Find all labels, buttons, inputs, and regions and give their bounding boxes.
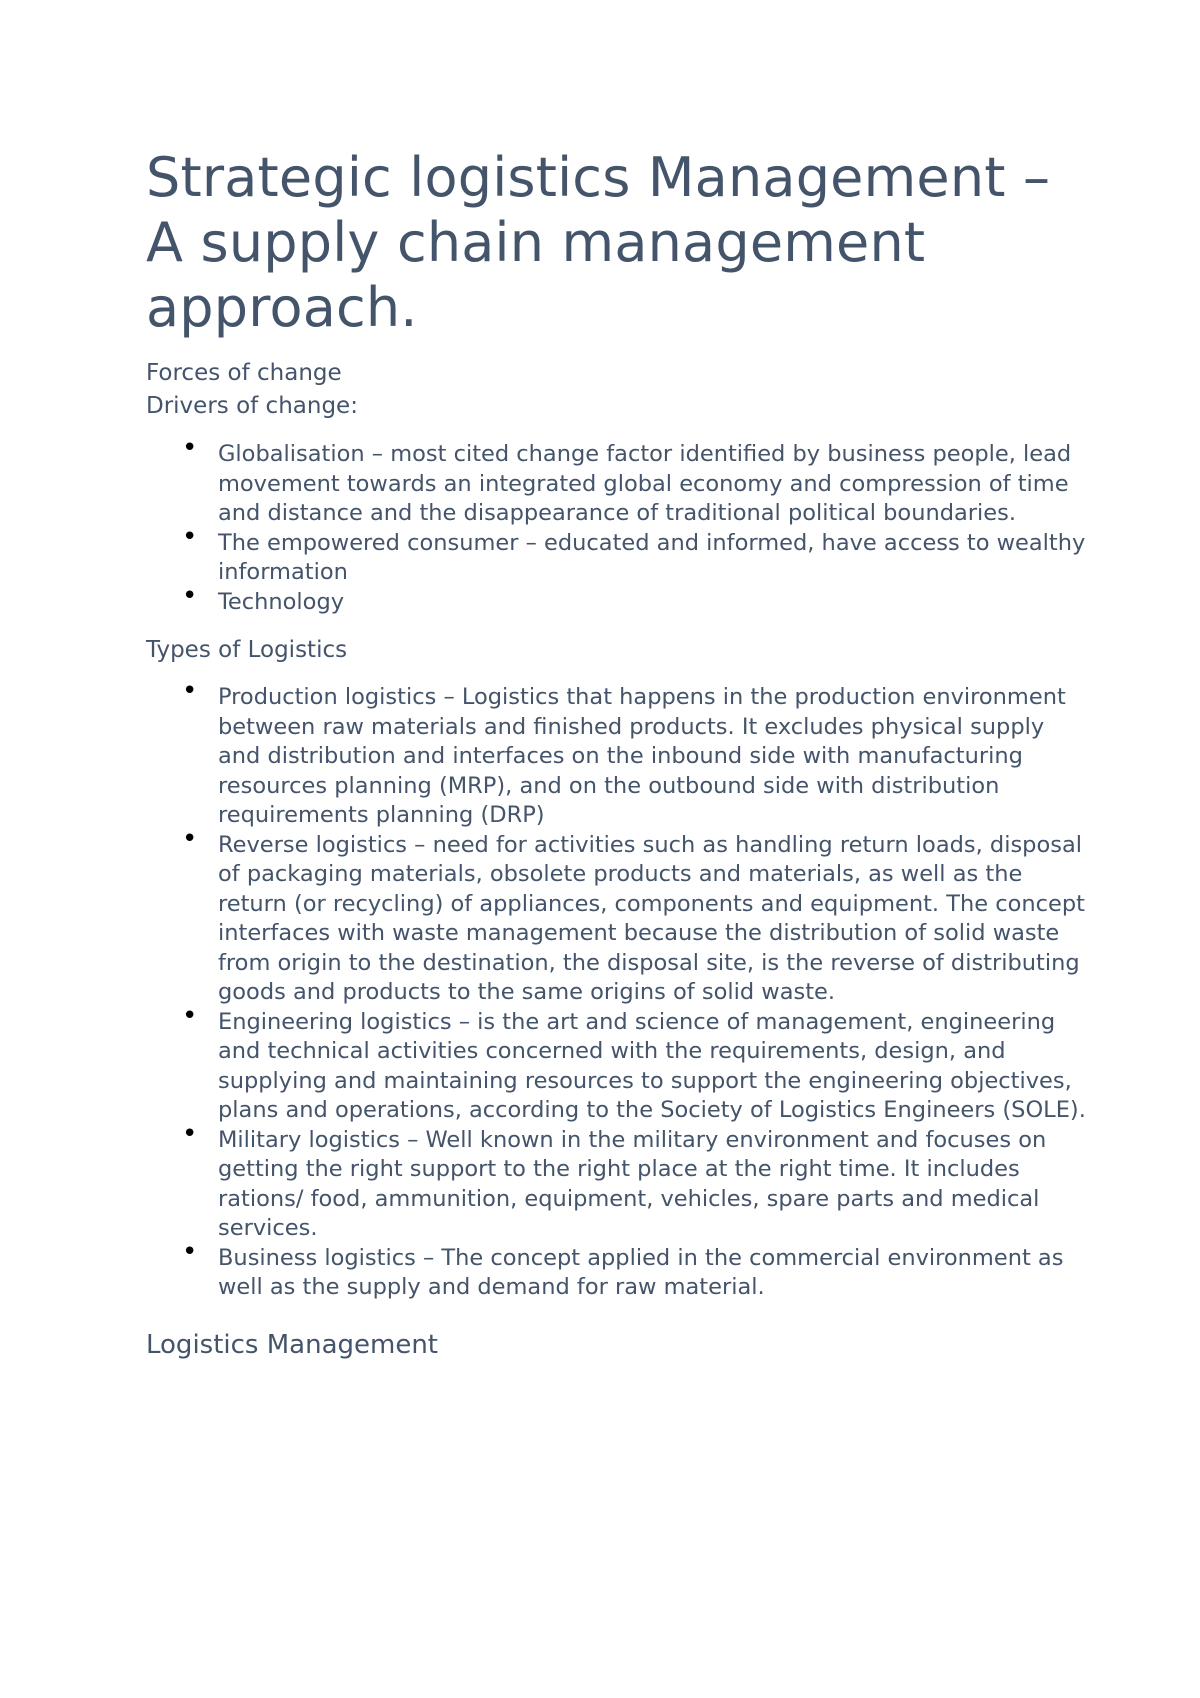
list-item-text: Reverse logistics – need for activities such as handling return loads, disposal of packaging materials, obsolete products and materials, as well as the return (or recycling) of appliances, components and equipment. The concept interfaces with waste management because the distribution of solid waste from origin to the destination, the disposal site, is the reverse of distributing goods and products to the same origins of solid waste. [218, 831, 1085, 1005]
heading-logistics-management: Logistics Management [146, 1329, 439, 1360]
bullet-icon: • [182, 1118, 198, 1149]
list-item-text: The empowered consumer – educated and informed, have access to wealthy information [218, 529, 1086, 585]
drivers-list [146, 433, 1086, 617]
bullet-icon: • [182, 433, 198, 463]
list-item [146, 521, 1088, 588]
bullet-icon: • [182, 1236, 198, 1267]
document-title: Strategic logistics Management – A supply chain management approach. [146, 146, 1051, 339]
bullet-icon: • [182, 580, 198, 611]
subtitle-forces-of-change: Forces of change [146, 360, 342, 386]
list-item-text: Technology [218, 588, 345, 615]
list-item [146, 580, 1088, 618]
list-item [146, 1000, 1088, 1126]
list-item [146, 433, 1088, 529]
list-item-text: Engineering logistics – is the art and science of management, engineering and technical activities concerned with the requirements, design, and supplying and maintaining resources to support the engineering objectives, plans and operations, according to the Society of Logistics Engineers (SOLE). [218, 1008, 1086, 1123]
bullet-icon: • [182, 676, 198, 706]
bullet-icon: • [182, 1000, 198, 1031]
document-body [146, 145, 1086, 1362]
list-item-text: Production logistics – Logistics that happens in the production environment between raw materials and finished products. It excludes physical supply and distribution and interfaces on the inbound side with manufacturing resources planning (MRP), and on the outbound side with distribution requirements planning (DRP) [218, 684, 1066, 828]
subtitle-drivers-of-change: Drivers of change: [146, 393, 358, 419]
list-item [146, 823, 1088, 1008]
bullet-icon: • [182, 823, 198, 854]
list-item [146, 1118, 1088, 1244]
logistics-types-list [146, 676, 1086, 1303]
list-item-text: Business logistics – The concept applied in the commercial environment as well as the supply and demand for raw material. [218, 1244, 1064, 1300]
list-item-text: Military logistics – Well known in the military environment and focuses on getting the right support to the right place at the right time. It includes rations/ food, ammunition, equipment, vehicles, spare parts and medical services. [218, 1126, 1047, 1241]
bullet-icon: • [182, 521, 198, 552]
list-item [146, 676, 1088, 831]
list-item-text: Globalisation – most cited change factor identified by business people, lead movement towards an integrated global economy and compression of time and distance and the disappearance of traditional political boundaries. [218, 441, 1072, 526]
list-item [146, 1236, 1088, 1303]
heading-types-of-logistics: Types of Logistics [146, 637, 348, 663]
